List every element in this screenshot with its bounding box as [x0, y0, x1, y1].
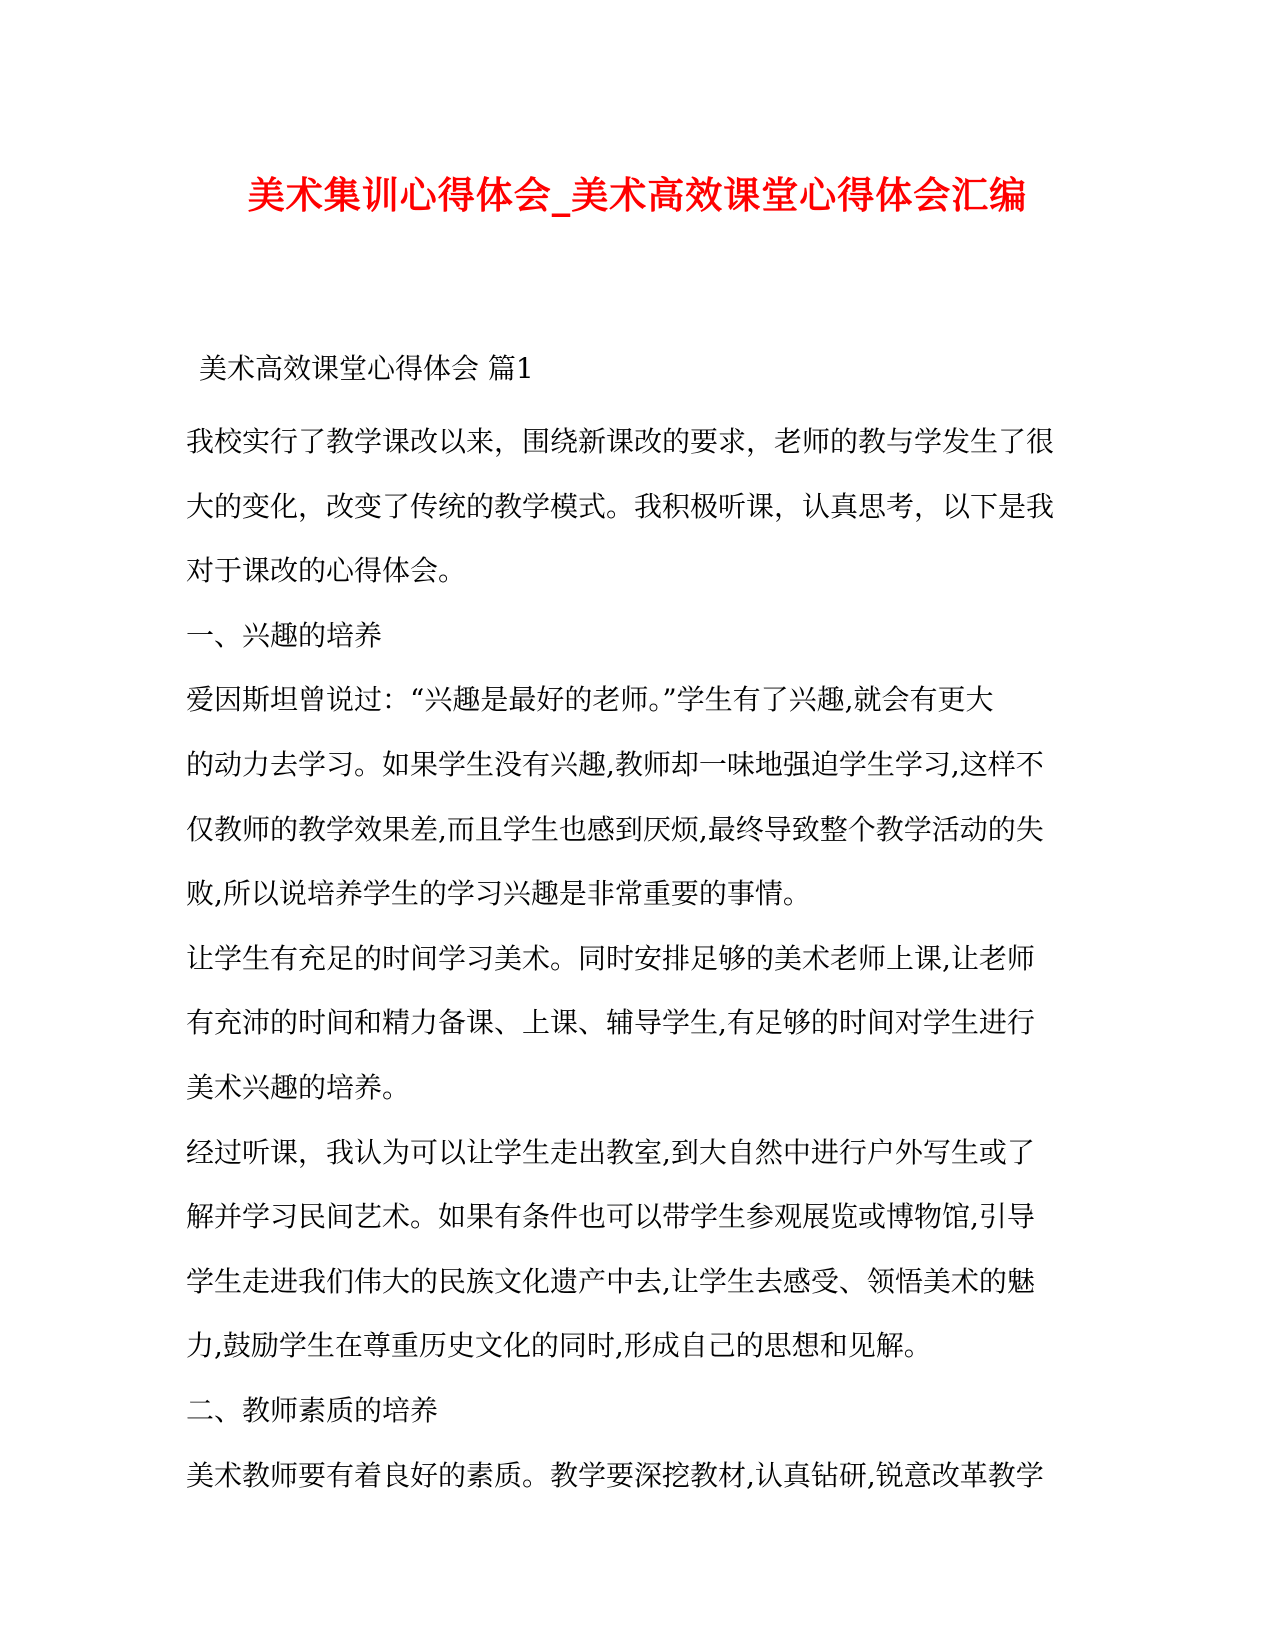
body-line: 败,所以说培养学生的学习兴趣是非常重要的事情。: [186, 877, 811, 911]
body-line: 学生走进我们伟大的民族文化遗产中去,让学生去感受、领悟美术的魅: [186, 1264, 1035, 1298]
body-line: 仅教师的教学效果差,而且学生也感到厌烦,最终导致整个教学活动的失: [186, 812, 1044, 846]
subheading-teacher-quality: 二、教师素质的培养: [186, 1393, 439, 1427]
body-line: 美术教师要有着良好的素质。教学要深挖教材,认真钻研,锐意改革教学: [186, 1458, 1044, 1492]
body-line: 我校实行了教学课改以来，围绕新课改的要求，老师的教与学发生了很: [186, 425, 1055, 458]
body-line: 对于课改的心得体会。: [186, 554, 467, 588]
document-title: 美术集训心得体会_美术高效课堂心得体会汇编: [247, 173, 1028, 217]
subheading-interest: 一、兴趣的培养: [186, 618, 383, 652]
body-line: 经过听课，我认为可以让学生走出教室,到大自然中进行户外写生或了: [186, 1135, 1035, 1169]
body-line: 爱因斯坦曾说过：“兴趣是最好的老师。”学生有了兴趣,就会有更大: [186, 683, 994, 717]
body-line: 解并学习民间艺术。如果有条件也可以带学生参观展览或博物馆,引导: [186, 1200, 1035, 1234]
body-line: 的动力去学习。如果学生没有兴趣,教师却一味地强迫学生学习,这样不: [186, 747, 1044, 781]
document-body: [186, 410, 1091, 1508]
body-line: 让学生有充足的时间学习美术。同时安排足够的美术老师上课,让老师: [186, 941, 1035, 975]
body-line: 美术兴趣的培养。: [186, 1070, 411, 1104]
body-line: 力,鼓励学生在尊重历史文化的同时,形成自己的思想和见解。: [186, 1329, 932, 1363]
body-line: 大的变化，改变了传统的教学模式。我积极听课，认真思考，以下是我: [186, 489, 1055, 523]
section-heading: 美术高效课堂心得体会 篇1: [199, 352, 534, 385]
body-line: 有充沛的时间和精力备课、上课、辅导学生,有足够的时间对学生进行: [186, 1006, 1035, 1040]
